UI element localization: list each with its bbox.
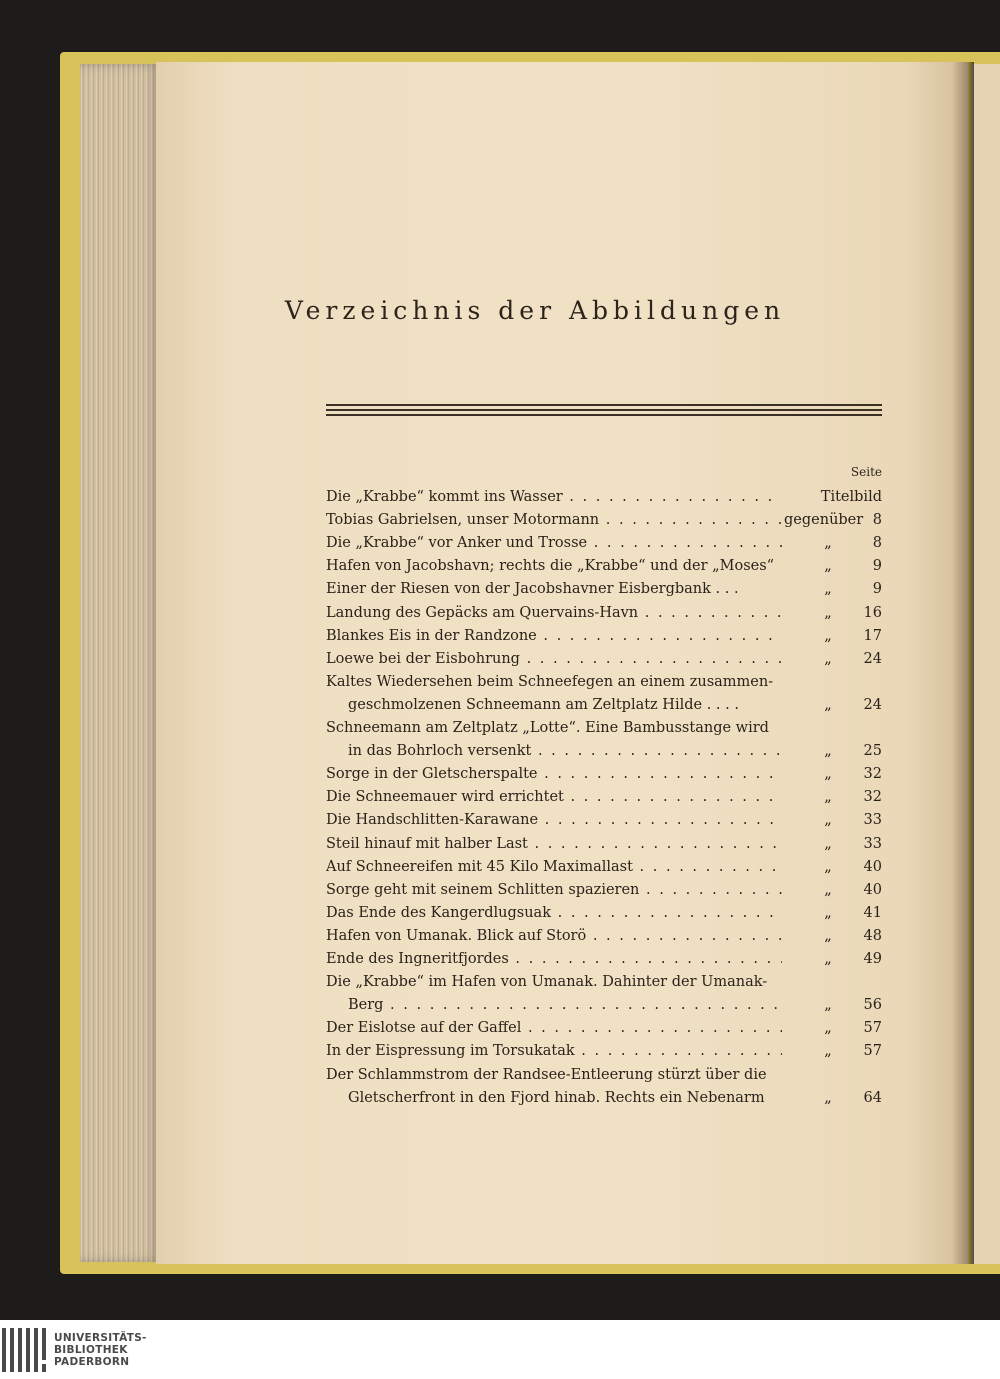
- page-number: 33: [863, 812, 882, 829]
- logo-line: BIBLIOTHEK: [54, 1344, 128, 1356]
- page-column-header: Seite: [850, 465, 882, 479]
- page-reference: Titelbild: [820, 489, 882, 505]
- page-number: 48: [863, 927, 882, 944]
- toc-entry-text: Gletscherfront in den Fjord hinab. Rechts ein Nebenarm: [348, 1089, 765, 1106]
- page-number: 41: [863, 904, 882, 921]
- toc-row: [326, 1064, 882, 1086]
- page-number: 32: [863, 766, 882, 783]
- title-rule: [326, 404, 882, 406]
- page-number: 24: [863, 650, 882, 667]
- ditto-mark: „: [824, 1043, 832, 1060]
- ditto-mark: „: [824, 904, 832, 921]
- toc-row: [326, 602, 882, 624]
- title-rule: [326, 414, 882, 416]
- ditto-mark: „: [824, 835, 832, 852]
- page-number: 9: [872, 558, 882, 575]
- library-logo-icon: [2, 1328, 48, 1372]
- toc-row: [326, 856, 882, 878]
- toc-row: [326, 1087, 882, 1109]
- toc-entry-text: Hafen von Umanak. Blick auf Storö . . .: [326, 925, 782, 947]
- toc-row: [326, 925, 882, 947]
- toc-entry-text: in das Bohrloch versenkt . . .: [348, 740, 782, 762]
- toc-row: [326, 994, 882, 1016]
- library-logo-text: [54, 1332, 147, 1368]
- ditto-mark: „: [824, 766, 832, 783]
- toc-entry-text: Schneemann am Zeltplatz „Lotte“. Eine Bambusstange wird: [326, 720, 769, 736]
- toc-row: [326, 555, 882, 577]
- toc-row: [326, 578, 882, 600]
- ditto-mark: „: [824, 881, 832, 898]
- ditto-mark: „: [824, 1020, 832, 1037]
- page-number: 49: [863, 951, 882, 967]
- toc-entry-text: geschmolzenen Schneemann am Zeltplatz Hilde . . . .: [348, 696, 739, 713]
- toc-entry-text: Das Ende des Kangerdlugsuak . . .: [326, 902, 782, 924]
- toc-entry-text: Kaltes Wiedersehen beim Schneefegen an einem zusammen-: [326, 673, 774, 690]
- toc-row: [326, 879, 882, 901]
- page-number: 17: [863, 627, 882, 644]
- toc-row: [326, 532, 882, 554]
- ditto-mark: „: [824, 1089, 832, 1106]
- ditto-mark: „: [824, 812, 832, 829]
- library-logo: [0, 1320, 1000, 1379]
- page-number: 8: [872, 512, 882, 529]
- toc-entry-text: Loewe bei der Eisbohrung . . .: [326, 648, 782, 670]
- toc-row: [326, 786, 882, 808]
- page-number: 24: [863, 696, 882, 713]
- toc-row: [326, 717, 882, 739]
- page-number: 64: [863, 1089, 882, 1106]
- page-number: 32: [863, 789, 882, 806]
- toc-row: [326, 971, 882, 993]
- ditto-mark: „: [824, 581, 832, 598]
- toc-row: [326, 509, 882, 531]
- toc-entry-text: Die „Krabbe“ im Hafen von Umanak. Dahinter der Umanak-: [326, 974, 768, 991]
- ditto-mark: „: [824, 789, 832, 806]
- toc-entry-text: Die „Krabbe“ kommt ins Wasser . . .: [326, 486, 782, 508]
- toc-row: [326, 902, 882, 924]
- toc-entry-text: Hafen von Jacobshavn; rechts die „Krabbe“ und der „Moses“: [326, 558, 775, 575]
- ditto-mark: „: [824, 743, 832, 760]
- toc-entry-text: Der Eislotse auf der Gaffel . . .: [326, 1017, 782, 1039]
- toc-row: [326, 486, 882, 508]
- page-number: 57: [863, 1020, 882, 1037]
- ditto-mark: „: [824, 858, 832, 875]
- toc-entry-text: Sorge geht mit seinem Schlitten spazieren . . .: [326, 879, 782, 901]
- toc-entry-text: In der Eispressung im Torsukatak . . .: [326, 1040, 782, 1062]
- toc-entry-text: Einer der Riesen von der Jacobshavner Eisbergbank . . .: [326, 581, 739, 598]
- toc-entry-text: Die „Krabbe“ vor Anker und Trosse . . .: [326, 532, 782, 554]
- toc-row: [326, 694, 882, 716]
- page-number: 33: [863, 835, 882, 852]
- gutter-shadow: [952, 62, 974, 1264]
- page-number: 8: [872, 535, 882, 552]
- toc-row: [326, 1040, 882, 1062]
- page-number: 40: [863, 881, 882, 898]
- page-number: 25: [863, 743, 882, 760]
- toc-row: [326, 648, 882, 670]
- facing-label: gegenüber: [784, 512, 864, 529]
- ditto-mark: „: [824, 627, 832, 644]
- ditto-mark: „: [824, 650, 832, 667]
- ditto-mark: „: [824, 535, 832, 552]
- toc-entry-text: Tobias Gabrielsen, unser Motormann . . .: [326, 509, 782, 531]
- ditto-mark: „: [824, 604, 832, 621]
- toc-entry-text: Der Schlammstrom der Randsee-Entleerung stürzt über die: [326, 1066, 767, 1083]
- page-number: 40: [863, 858, 882, 875]
- toc-row: [326, 948, 882, 970]
- toc-row: [326, 833, 882, 855]
- toc-entry-text: Die Handschlitten-Karawane . . .: [326, 809, 782, 831]
- toc-entry-text: Blankes Eis in der Randzone . . .: [326, 625, 782, 647]
- toc-row: [326, 671, 882, 693]
- toc-row: [326, 809, 882, 831]
- toc-entry-text: Die Schneemauer wird errichtet . . .: [326, 786, 782, 808]
- ditto-mark: „: [824, 696, 832, 713]
- toc-entry-text: Auf Schneereifen mit 45 Kilo Maximallast . . .: [326, 856, 782, 878]
- toc-entry-text: Sorge in der Gletscherspalte . . .: [326, 763, 782, 785]
- title-rule: [326, 409, 882, 411]
- toc-row: [326, 625, 882, 647]
- toc-row: [326, 1017, 882, 1039]
- toc-entry-text: Landung des Gepäcks am Quervains-Havn . . .: [326, 602, 782, 624]
- page-number: 56: [863, 997, 882, 1014]
- ditto-mark: „: [824, 951, 832, 967]
- page-number: 57: [863, 1043, 882, 1060]
- ditto-mark: „: [824, 997, 832, 1014]
- toc-row: [326, 763, 882, 785]
- page-number: 16: [863, 604, 882, 621]
- page-edges: [80, 64, 160, 1262]
- toc-row: [326, 740, 882, 762]
- toc-entry-text: Berg . . .: [348, 994, 782, 1016]
- page-title: Verzeichnis der Abbildungen: [284, 296, 786, 325]
- ditto-mark: „: [824, 558, 832, 575]
- ditto-mark: „: [824, 927, 832, 944]
- toc-entry-text: Ende des Ingneritfjordes . . .: [326, 948, 782, 970]
- page-number: 9: [872, 581, 882, 598]
- facing-page-edge: [972, 64, 1000, 1264]
- logo-line: PADERBORN: [54, 1356, 130, 1368]
- toc-entry-text: Steil hinauf mit halber Last . . .: [326, 833, 782, 855]
- logo-line: UNIVERSITÄTS-: [54, 1332, 147, 1344]
